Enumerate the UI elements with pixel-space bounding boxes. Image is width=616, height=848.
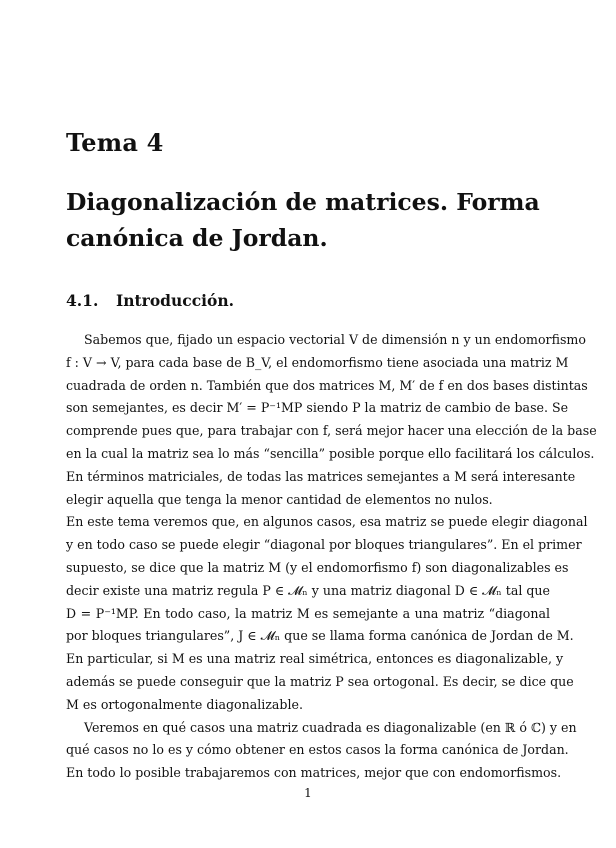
paragraph-line: elegir aquella que tenga la menor cantidad de elementos no nulos.: [66, 491, 493, 507]
paragraph-line: En términos matriciales, de todas las matrices semejantes a M será interesante: [66, 468, 576, 484]
paragraph-line: f : V → V, para cada base de B_V, el endomorfismo tiene asociada una matriz M: [66, 354, 569, 370]
paragraph-line: En particular, si M es una matriz real simétrica, entonces es diagonalizable, y: [66, 651, 564, 667]
section-title: Introducción.: [116, 291, 235, 310]
paragraph-line: M es ortogonalmente diagonalizable.: [66, 696, 303, 712]
section-number: 4.1.: [66, 291, 99, 310]
section-heading: [66, 291, 234, 310]
page-number: 1: [304, 786, 312, 800]
paragraph-line: Sabemos que, fijado un espacio vectorial V de dimensión n y un endomorfismo: [84, 332, 586, 347]
paragraph-line: En este tema veremos que, en algunos casos, esa matriz se puede elegir diagonal: [66, 514, 588, 530]
chapter-title: [66, 184, 566, 256]
chapter-title-line: canónica de Jordan.: [66, 224, 328, 252]
body-text: [66, 329, 597, 785]
paragraph-line: por bloques triangulares”, J ∈ 𝓜ₙ que se llama forma canónica de Jordan de M.: [66, 628, 574, 644]
paragraph-line: además se puede conseguir que la matriz P sea ortogonal. Es decir, se dice que: [66, 673, 574, 689]
paragraph-line: supuesto, se dice que la matriz M (y el endomorfismo f) son diagonalizables es: [66, 559, 569, 575]
paragraph-line: cuadrada de orden n. También que dos matrices M, M′ de f en dos bases distintas: [66, 377, 588, 393]
paragraph-line: decir existe una matriz regula P ∈ 𝓜ₙ y una matriz diagonal D ∈ 𝓜ₙ tal que: [66, 582, 550, 598]
chapter-title-line: Diagonalización de matrices. Forma: [66, 188, 540, 216]
paragraph-line: Veremos en qué casos una matriz cuadrada es diagonalizable (en ℝ ó ℂ) y en: [84, 719, 577, 735]
paragraph-line: qué casos no lo es y cómo obtener en estos casos la forma canónica de Jordan.: [66, 742, 569, 758]
paragraph-line: son semejantes, es decir M′ = P⁻¹MP siendo P la matriz de cambio de base. Se: [66, 400, 569, 416]
paragraph-line: comprende pues que, para trabajar con f, será mejor hacer una elección de la base: [66, 423, 597, 439]
paragraph-line: En todo lo posible trabajaremos con matrices, mejor que con endomorfismos.: [66, 765, 562, 781]
paragraph-line: en la cual la matriz sea lo más “sencilla” posible porque ello facilitará los cálculos.: [66, 445, 595, 461]
paragraph-line: y en todo caso se puede elegir “diagonal por bloques triangulares”. En el primer: [66, 537, 582, 553]
paragraph-line: D = P⁻¹MP. En todo caso, la matriz M es semejante a una matriz “diagonal: [66, 605, 550, 621]
chapter-heading: Tema 4: [66, 128, 164, 157]
